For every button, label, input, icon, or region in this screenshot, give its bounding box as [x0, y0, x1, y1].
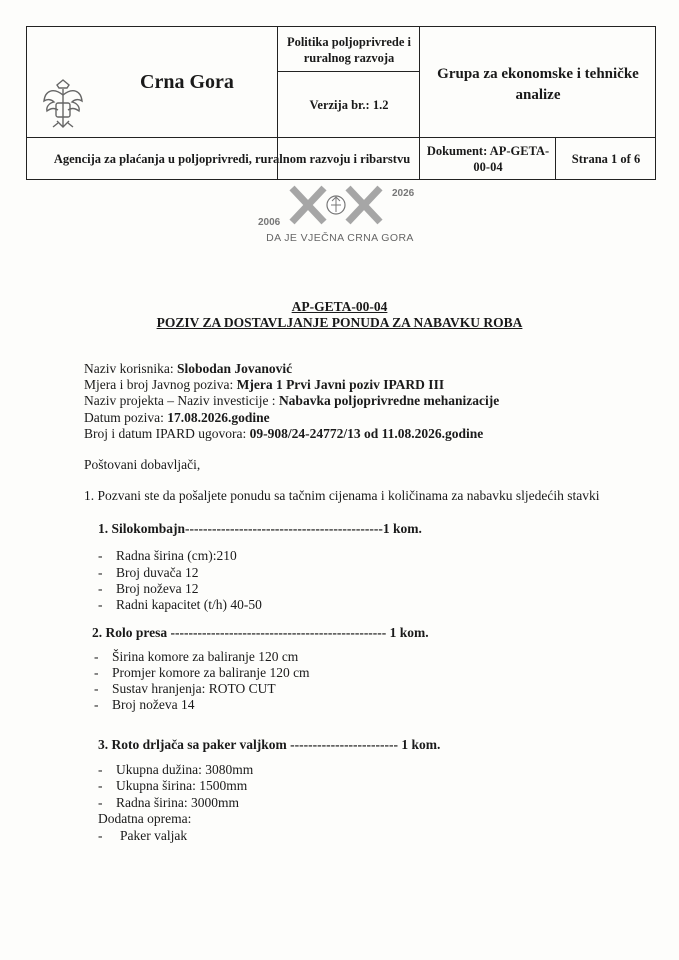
bullet-dash: - [98, 548, 103, 563]
document-title: POZIV ZA DOSTAVLJANJE PONUDA ZA NABAVKU ROBA [156, 315, 523, 330]
logo-year-left: 2006 [258, 217, 281, 228]
info-value: 09-908/24-24772/13 od 11.08.2026.godine [249, 426, 484, 441]
header-table [26, 26, 656, 180]
info-row [84, 410, 270, 426]
spec-text: Širina komore za baliranje 120 cm [112, 649, 299, 664]
bullet-dash: - [98, 597, 103, 612]
spec-text: Ukupna dužina: 3080mm [116, 762, 254, 777]
spec-item [94, 649, 298, 665]
document-code: Dokument: AP-GETA-00-04 [426, 144, 550, 174]
spec-item [98, 762, 253, 778]
bullet-dash: - [94, 665, 99, 680]
info-row [84, 377, 444, 393]
info-value: Nabavka poljoprivredne mehanizacije [278, 393, 500, 408]
spec-text: Broj noževa 14 [112, 697, 195, 712]
info-row [84, 426, 483, 442]
intro-paragraph: 1. Pozvani ste da pošaljete ponudu sa tačnim cijenama i količinama za nabavku sljedećih stavki [84, 488, 600, 503]
spec-item [94, 665, 310, 681]
bullet-dash: - [98, 581, 103, 596]
bullet-dash: - [98, 828, 103, 843]
info-label: Datum poziva: [84, 410, 168, 425]
info-label: Mjera i broj Javnog poziva: [84, 377, 237, 392]
version-label: Verzija br.: 1.2 [309, 98, 389, 112]
info-label: Broj i datum IPARD ugovora: [84, 426, 250, 441]
info-row [84, 361, 292, 377]
country-name: Crna Gora [140, 70, 234, 93]
item-heading: 1. Silokombajn--------------------------------------------1 kom. [98, 521, 422, 536]
bullet-dash: - [94, 681, 99, 696]
spec-text: Broj noževa 12 [116, 581, 199, 596]
policy-label: Politika poljoprivrede i ruralnog razvoja [286, 35, 412, 65]
document-code-title: AP-GETA-00-04 [291, 299, 388, 314]
group-label: Grupa za ekonomske i tehničke analize [437, 66, 639, 103]
info-label: Naziv projekta – Naziv investicije : [84, 393, 279, 408]
spec-item [98, 548, 237, 564]
bullet-dash: - [98, 762, 103, 777]
spec-item [98, 795, 239, 811]
crest-icon [41, 77, 85, 133]
spec-text: Radna širina: 3000mm [116, 795, 239, 810]
info-label: Naziv korisnika: [84, 361, 177, 376]
info-value: 17.08.2026.godine [167, 410, 270, 425]
extra-equipment-label: Dodatna oprema: [98, 811, 192, 826]
jubilee-logo [240, 182, 440, 248]
spec-text: Sustav hranjenja: ROTO CUT [112, 681, 276, 696]
spec-text: Radna širina (cm):210 [116, 548, 237, 563]
spec-text: Radni kapacitet (t/h) 40-50 [116, 597, 262, 612]
bullet-dash: - [94, 649, 99, 664]
spec-item [98, 581, 198, 597]
logo-year-right: 2026 [392, 188, 415, 199]
bullet-dash: - [98, 778, 103, 793]
spec-text: Broj duvača 12 [116, 565, 199, 580]
logo-motto: DA JE VJEČNA CRNA GORA [266, 232, 414, 244]
info-value: Mjera 1 Prvi Javni poziv IPARD III [236, 377, 445, 392]
spec-text: Ukupna širina: 1500mm [116, 778, 248, 793]
spec-item [98, 565, 198, 581]
bullet-dash: - [98, 795, 103, 810]
item-heading: 2. Rolo presa ------------------------------------------------ 1 kom. [92, 625, 429, 640]
extra-spec-item [98, 828, 187, 844]
bullet-dash: - [94, 697, 99, 712]
spec-text: Paker valjak [120, 828, 188, 843]
spec-item [94, 681, 276, 697]
spec-item [98, 778, 247, 794]
agency-label: Agencija za plaćanja u poljoprivredi, ruralnom razvoju i ribarstvu [53, 152, 411, 166]
item-heading: 3. Roto drljača sa paker valjkom ------------------------ 1 kom. [98, 737, 441, 752]
spec-text: Promjer komore za baliranje 120 cm [112, 665, 310, 680]
greeting: Poštovani dobavljači, [84, 457, 201, 472]
spec-item [98, 597, 262, 613]
info-value: Slobodan Jovanović [176, 361, 293, 376]
page-number: Strana 1 of 6 [571, 152, 641, 166]
info-row [84, 393, 499, 409]
spec-item [94, 697, 194, 713]
bullet-dash: - [98, 565, 103, 580]
